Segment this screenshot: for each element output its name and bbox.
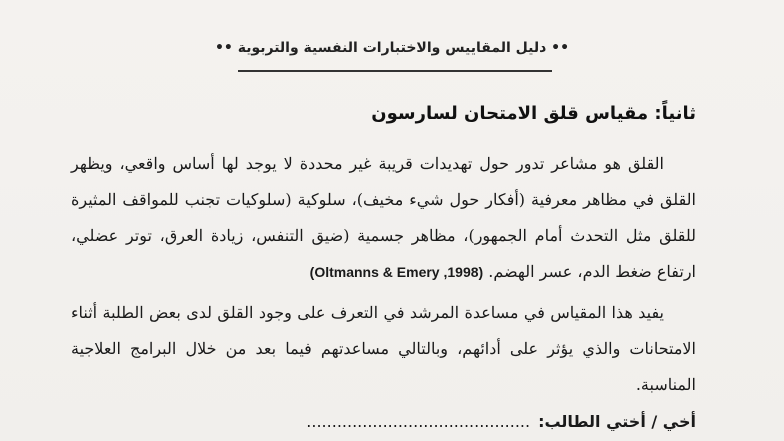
paragraph-text: يفيد هذا المقياس في مساعدة المرشد في التعرف على وجود القلق لدى بعض الطلبة أثناء الامتحانات والذي يؤثر على أدائهم، وبالتالي مساعدتهم فيما بعد من خلال البرامج العلاجية المناسبة.: [71, 303, 696, 394]
paragraph-anxiety-definition: [71, 146, 696, 290]
paragraph-scale-purpose: [71, 295, 696, 403]
running-header: •• دليل المقاييس والاختبارات النفسية والتربوية ••: [214, 40, 570, 56]
student-name-row: [306, 412, 696, 431]
header-rule: [238, 70, 552, 72]
citation: (Oltmanns & Emery ,1998): [309, 264, 484, 280]
paragraph-text: القلق هو مشاعر تدور حول تهديدات قريبة غير محددة لا يوجد لها أساس واقعي، ويظهر القلق في مظاهر معرفية (أفكار حول شيء مخيف)، سلوكية (سلوكيات تجنب للمواقف المثيرة للقلق مثل التحدث أمام الجمهور)، مظاهر جسمية (ضيق التنفس، زيادة العرق، توتر عضلي، ارتفاع ضغط الدم، عسر الهضم.: [71, 154, 696, 281]
student-label: أخي / أختي الطالب:: [538, 412, 696, 431]
section-heading: ثانياً: مقياس قلق الامتحان لسارسون: [371, 103, 696, 124]
student-name-blank: ............................................: [306, 412, 531, 431]
